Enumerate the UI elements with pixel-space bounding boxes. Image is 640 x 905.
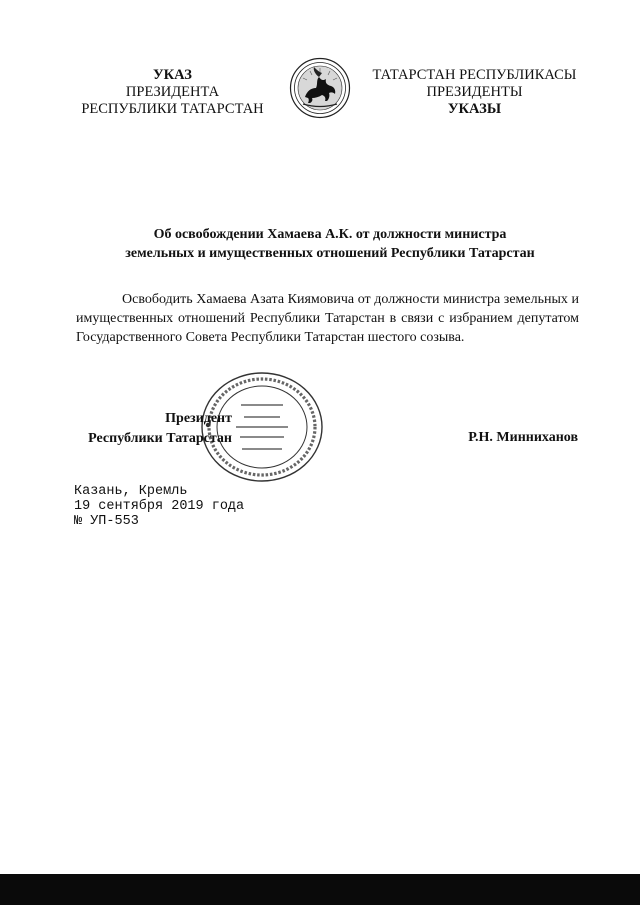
place-city: Казань, Кремль xyxy=(74,484,188,499)
signature-name: Р.Н. Минниханов xyxy=(468,430,578,445)
header-left-line-2: ПРЕЗИДЕНТА xyxy=(125,84,220,100)
header-right-line-1: ТАТАРСТАН РЕСПУБЛИКАСЫ xyxy=(372,67,577,83)
header-left-line-1: УКАЗ xyxy=(153,67,192,83)
header-left-line-3: РЕСПУБЛИКИ ТАТАРСТАН xyxy=(81,101,264,117)
decree-title xyxy=(60,225,600,263)
signature-position-line-1: Президент xyxy=(165,411,232,426)
header-right-line-2: ПРЕЗИДЕНТЫ xyxy=(426,84,523,100)
scan-bottom-edge xyxy=(0,874,640,905)
decree-title-line-2: земельных и имущественных отношений Республики Татарстан xyxy=(125,246,535,261)
decree-title-line-1: Об освобождении Хамаева А.К. от должности министра xyxy=(153,227,507,242)
header-right xyxy=(362,67,587,118)
signature-position xyxy=(74,409,232,449)
signature-position-line-2: Республики Татарстан xyxy=(88,431,232,446)
coat-of-arms-icon xyxy=(289,57,351,119)
header-right-line-3: УКАЗЫ xyxy=(447,101,502,117)
header-left xyxy=(70,67,275,118)
decree-number: № УП-553 xyxy=(74,514,139,529)
place-date: 19 сентября 2019 года xyxy=(74,499,245,514)
place-and-date xyxy=(74,484,244,529)
decree-body: Освободить Хамаева Азата Киямовича от должности министра земельных и имущественных отношений Республики Татарстан в связи с избранием депутатом Государственного Совета Республики Татарстан шестого созыва. xyxy=(76,292,579,345)
